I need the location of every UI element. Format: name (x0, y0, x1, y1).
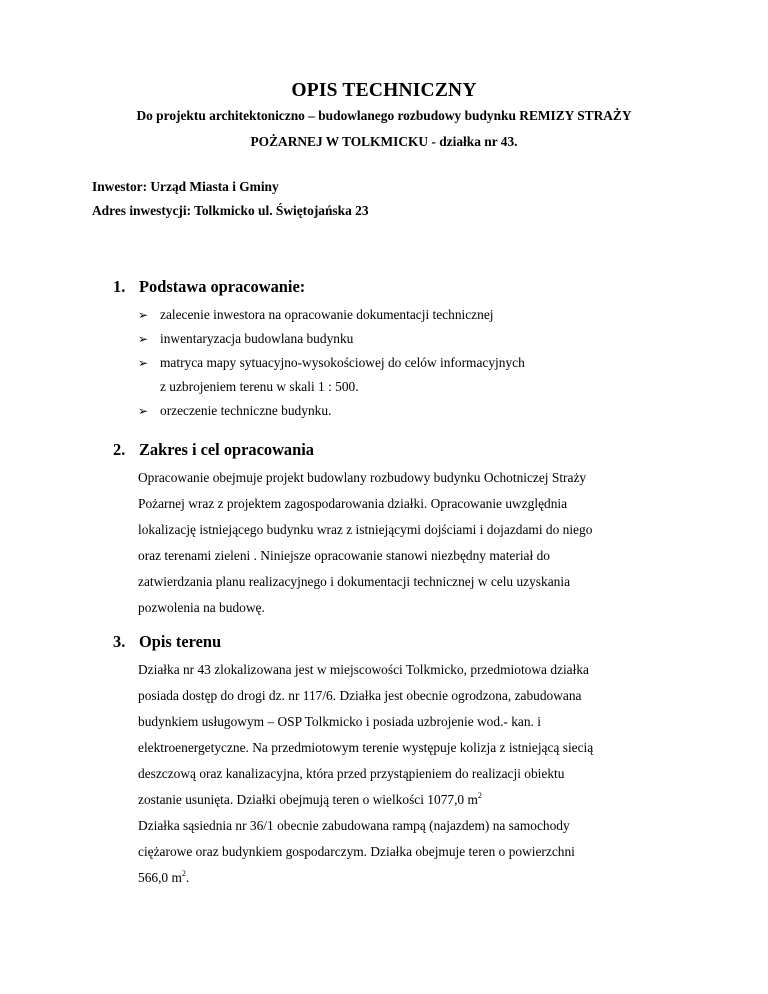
investor: Inwestor: Urząd Miasta i Gminy (92, 179, 279, 194)
list-item: ➢ matryca mapy sytuacyjno-wysokościowej do celów informacyjnych (138, 355, 525, 370)
document-title: OPIS TECHNICZNY (291, 80, 477, 101)
arrow-bullet-icon: ➢ (138, 404, 149, 418)
arrow-bullet-icon: ➢ (138, 356, 149, 370)
paragraph-line: ciężarowe oraz budynkiem gospodarczym. Działka obejmuje teren o powierzchni (138, 844, 575, 859)
superscript: 2 (477, 791, 482, 800)
subtitle-line-1: Do projektu architektoniczno – budowlanego rozbudowy budynku REMIZY STRAŻY (136, 108, 632, 123)
section-number: 3. (113, 632, 126, 651)
paragraph-line: budynkiem usługowym – OSP Tolkmicko i posiada uzbrojenie wod.- kan. i (138, 714, 541, 729)
list-item: ➢ orzeczenie techniczne budynku. (138, 403, 332, 418)
section-3-heading (113, 632, 221, 652)
paragraph-line: Opracowanie obejmuje projekt budowlany rozbudowy budynku Ochotniczej Straży (138, 470, 587, 485)
list-item: ➢ inwentaryzacja budowlana budynku (138, 331, 354, 346)
list-item-continuation: z uzbrojeniem terenu w skali 1 : 500. (160, 379, 359, 394)
subtitle-line-2: POŻARNEJ W TOLKMICKU - działka nr 43. (250, 134, 518, 149)
paragraph-line: pozwolenia na budowę. (138, 600, 265, 615)
paragraph-line: zatwierdzania planu realizacyjnego i dokumentacji technicznej w celu uzyskania (138, 574, 571, 589)
paragraph-line: 566,0 $m^2$. (138, 869, 190, 885)
paragraph-line: oraz terenami zieleni . Niniejsze opracowanie stanowi niezbędny materiał do (138, 548, 550, 563)
paragraph-line: deszczową oraz kanalizacyjna, która przed przystąpieniem do realizacji obiektu (138, 766, 565, 781)
arrow-bullet-icon: ➢ (138, 332, 149, 346)
paragraph-line: elektroenergetyczne. Na przedmiotowym terenie występuje kolizja z istniejącą siecią (138, 740, 594, 755)
section-title: Podstawa opracowanie: (139, 277, 306, 296)
superscript: 2 (181, 869, 186, 878)
section-1-heading (113, 277, 305, 297)
paragraph-line: Działka nr 43 zlokalizowana jest w miejscowości Tolkmicko, przedmiotowa działka (138, 662, 589, 677)
section-2-heading (113, 440, 314, 460)
section-number: 2. (113, 440, 126, 459)
paragraph-line: Działka sąsiednia nr 36/1 obecnie zabudowana rampą (najazdem) na samochody (138, 818, 570, 833)
paragraph-line: Pożarnej wraz z projektem zagospodarowania działki. Opracowanie uwzględnia (138, 496, 568, 511)
paragraph-line: lokalizację istniejącego budynku wraz z istniejącymi dojściami i dojazdami do niego (138, 522, 593, 537)
paragraph-line: zostanie usunięta. Działki obejmują teren o wielkości 1077,0 $m^2$ (138, 791, 482, 807)
section-title: Opis terenu (139, 632, 222, 651)
investment-address: Adres inwestycji: Tolkmicko ul. Świętojańska 23 (92, 203, 369, 218)
paragraph-line: posiada dostęp do drogi dz. nr 117/6. Działka jest obecnie ogrodzona, zabudowana (138, 688, 582, 703)
list-item: ➢ zalecenie inwestora na opracowanie dokumentacji technicznej (138, 307, 494, 322)
arrow-bullet-icon: ➢ (138, 308, 149, 322)
section-number: 1. (113, 277, 126, 296)
section-title: Zakres i cel opracowania (139, 440, 314, 459)
